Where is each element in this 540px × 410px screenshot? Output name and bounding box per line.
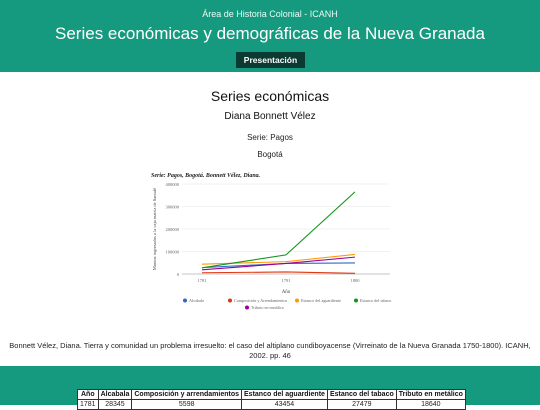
y-tick-label: 0 [176, 272, 179, 277]
table-cell: 5598 [132, 400, 242, 410]
line-chart [147, 169, 397, 317]
y-tick-label: 400000 [165, 182, 179, 187]
table-header-cell: Tributo en metálico [396, 390, 465, 400]
table-header-cell: Estanco del tabaco [327, 390, 396, 400]
author-name: Diana Bonnett Vélez [224, 111, 316, 122]
table-header-cell: Estanco del aguardiente [242, 390, 328, 400]
site-title: Series económicas y demográficas de la Nueva Granada [55, 24, 485, 43]
y-tick-label: 200000 [165, 227, 179, 232]
serie-label: Serie: Pagos [247, 133, 293, 142]
place-label: Bogotá [257, 150, 283, 159]
table-header-row [78, 390, 466, 400]
presentacion-button[interactable]: Presentación [236, 52, 305, 68]
y-tick-label: 300000 [165, 204, 179, 210]
table-cell: 43454 [242, 400, 328, 410]
legend-label: Estanco del tabaco [360, 298, 392, 303]
table-cell: 27479 [327, 400, 396, 410]
legend-marker [245, 306, 249, 310]
data-table [77, 389, 466, 410]
legend-marker [295, 299, 299, 303]
table-header-cell: Composición y arrendamientos [132, 390, 242, 400]
legend-label: Estanco del aguardiente [301, 298, 341, 303]
legend-marker [228, 299, 232, 303]
table-cell: 28345 [98, 400, 132, 410]
page-title: Series económicas [210, 88, 330, 104]
site-header [0, 0, 540, 72]
legend-label: Alcabala [189, 298, 204, 303]
table-cell: 1781 [78, 400, 99, 410]
x-tick-label: 1781 [197, 278, 207, 283]
y-axis-label: Montos ingresados a la caja matriz de Santafé [152, 187, 157, 271]
table-header-cell: Alcabala [98, 390, 132, 400]
x-axis-label: Año [281, 290, 291, 295]
table-cell: 18640 [396, 400, 465, 410]
chart-title: Serie: Pagos, Bogotá. Bonnett Vélez, Diana. [151, 173, 261, 179]
header-kicker: Área de Historia Colonial - ICANH [202, 9, 338, 19]
table-header-cell: Año [78, 390, 99, 400]
y-tick-label: 100000 [165, 249, 179, 255]
series-line [202, 272, 355, 273]
legend-marker [354, 299, 358, 303]
legend-label: Composición y Arrendamientos [234, 298, 288, 303]
citation-text: Bonnett Vélez, Diana. Tierra y comunidad un problema irresuelto: el caso del altiplano cundiboyacense (Virreinato de la Nueva Granada 1750-1800). ICANH, 2002. pp. 46 [9, 341, 531, 360]
legend-label: Tributo en metálico [251, 305, 284, 310]
x-tick-label: 1791 [281, 278, 291, 283]
legend-marker [183, 299, 187, 303]
x-tick-label: 1800 [350, 278, 360, 283]
